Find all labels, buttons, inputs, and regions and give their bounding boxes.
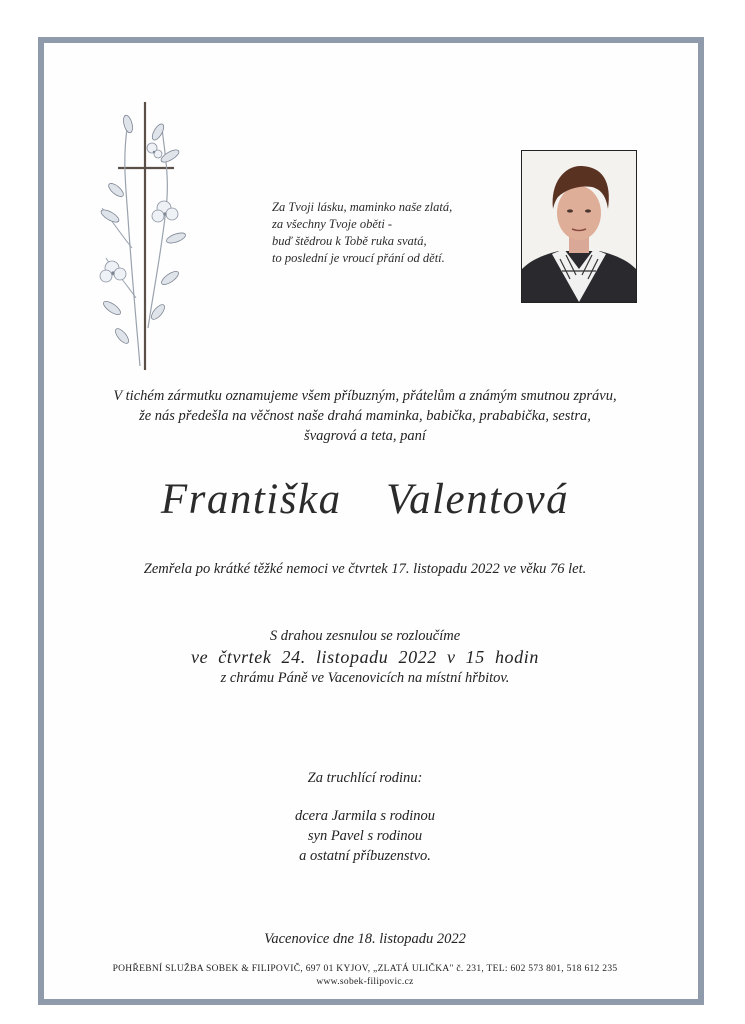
mourners-heading: Za truchlící rodinu: xyxy=(307,770,423,786)
death-notice: Zemřela po krátké těžké nemoci ve čtvrtek 17. listopadu 2022 ve věku 76 let. xyxy=(143,561,587,577)
funeral-date-time: ve čtvrtek 24. listopadu 2022 v 15 hodin xyxy=(191,647,539,667)
announcement-intro xyxy=(55,386,675,446)
funeral-info xyxy=(60,626,670,688)
intro-line: švagrová a teta, paní xyxy=(304,428,426,444)
funeral-place: z chrámu Páně ve Vacenovicích na místní hřbitov. xyxy=(220,670,510,686)
deceased-name: Františka Valentová xyxy=(160,476,570,523)
intro-line: že nás předešla na věčnost naše drahá maminka, babička, prababička, sestra, xyxy=(139,408,591,424)
mourners-block xyxy=(60,768,670,866)
mourner-name: a ostatní příbuzenstvo. xyxy=(299,848,431,864)
place-date: Vacenovice dne 18. listopadu 2022 xyxy=(264,931,466,947)
funeral-line-1: S drahou zesnulou se rozloučíme xyxy=(269,628,461,644)
poem-line: buď štědrou k Tobě ruka svatá, xyxy=(272,234,427,248)
intro-line: V tichém zármutku oznamujeme všem příbuzným, přátelům a známým smutnou zprávu, xyxy=(113,388,617,404)
footer-company: POHŘEBNÍ SLUŽBA SOBEK & FILIPOVIČ, 697 01 KYJOV, „ZLATÁ ULIČKA" č. 231, TEL: 602 573 801, 518 612 235 xyxy=(112,964,618,974)
portrait-photo xyxy=(521,150,637,303)
mourner-name: syn Pavel s rodinou xyxy=(307,828,423,844)
poem-line: to poslední je vroucí přání od dětí. xyxy=(272,251,445,265)
mourner-name: dcera Jarmila s rodinou xyxy=(294,808,436,824)
poem-line: Za Tvoji lásku, maminko naše zlatá, xyxy=(272,200,453,214)
poem-line: za všechny Tvoje oběti - xyxy=(272,217,393,231)
cross-flowers-icon xyxy=(92,98,200,374)
footer xyxy=(50,963,680,989)
footer-website: www.sobek-filipovic.cz xyxy=(316,977,414,987)
poem xyxy=(272,199,512,267)
